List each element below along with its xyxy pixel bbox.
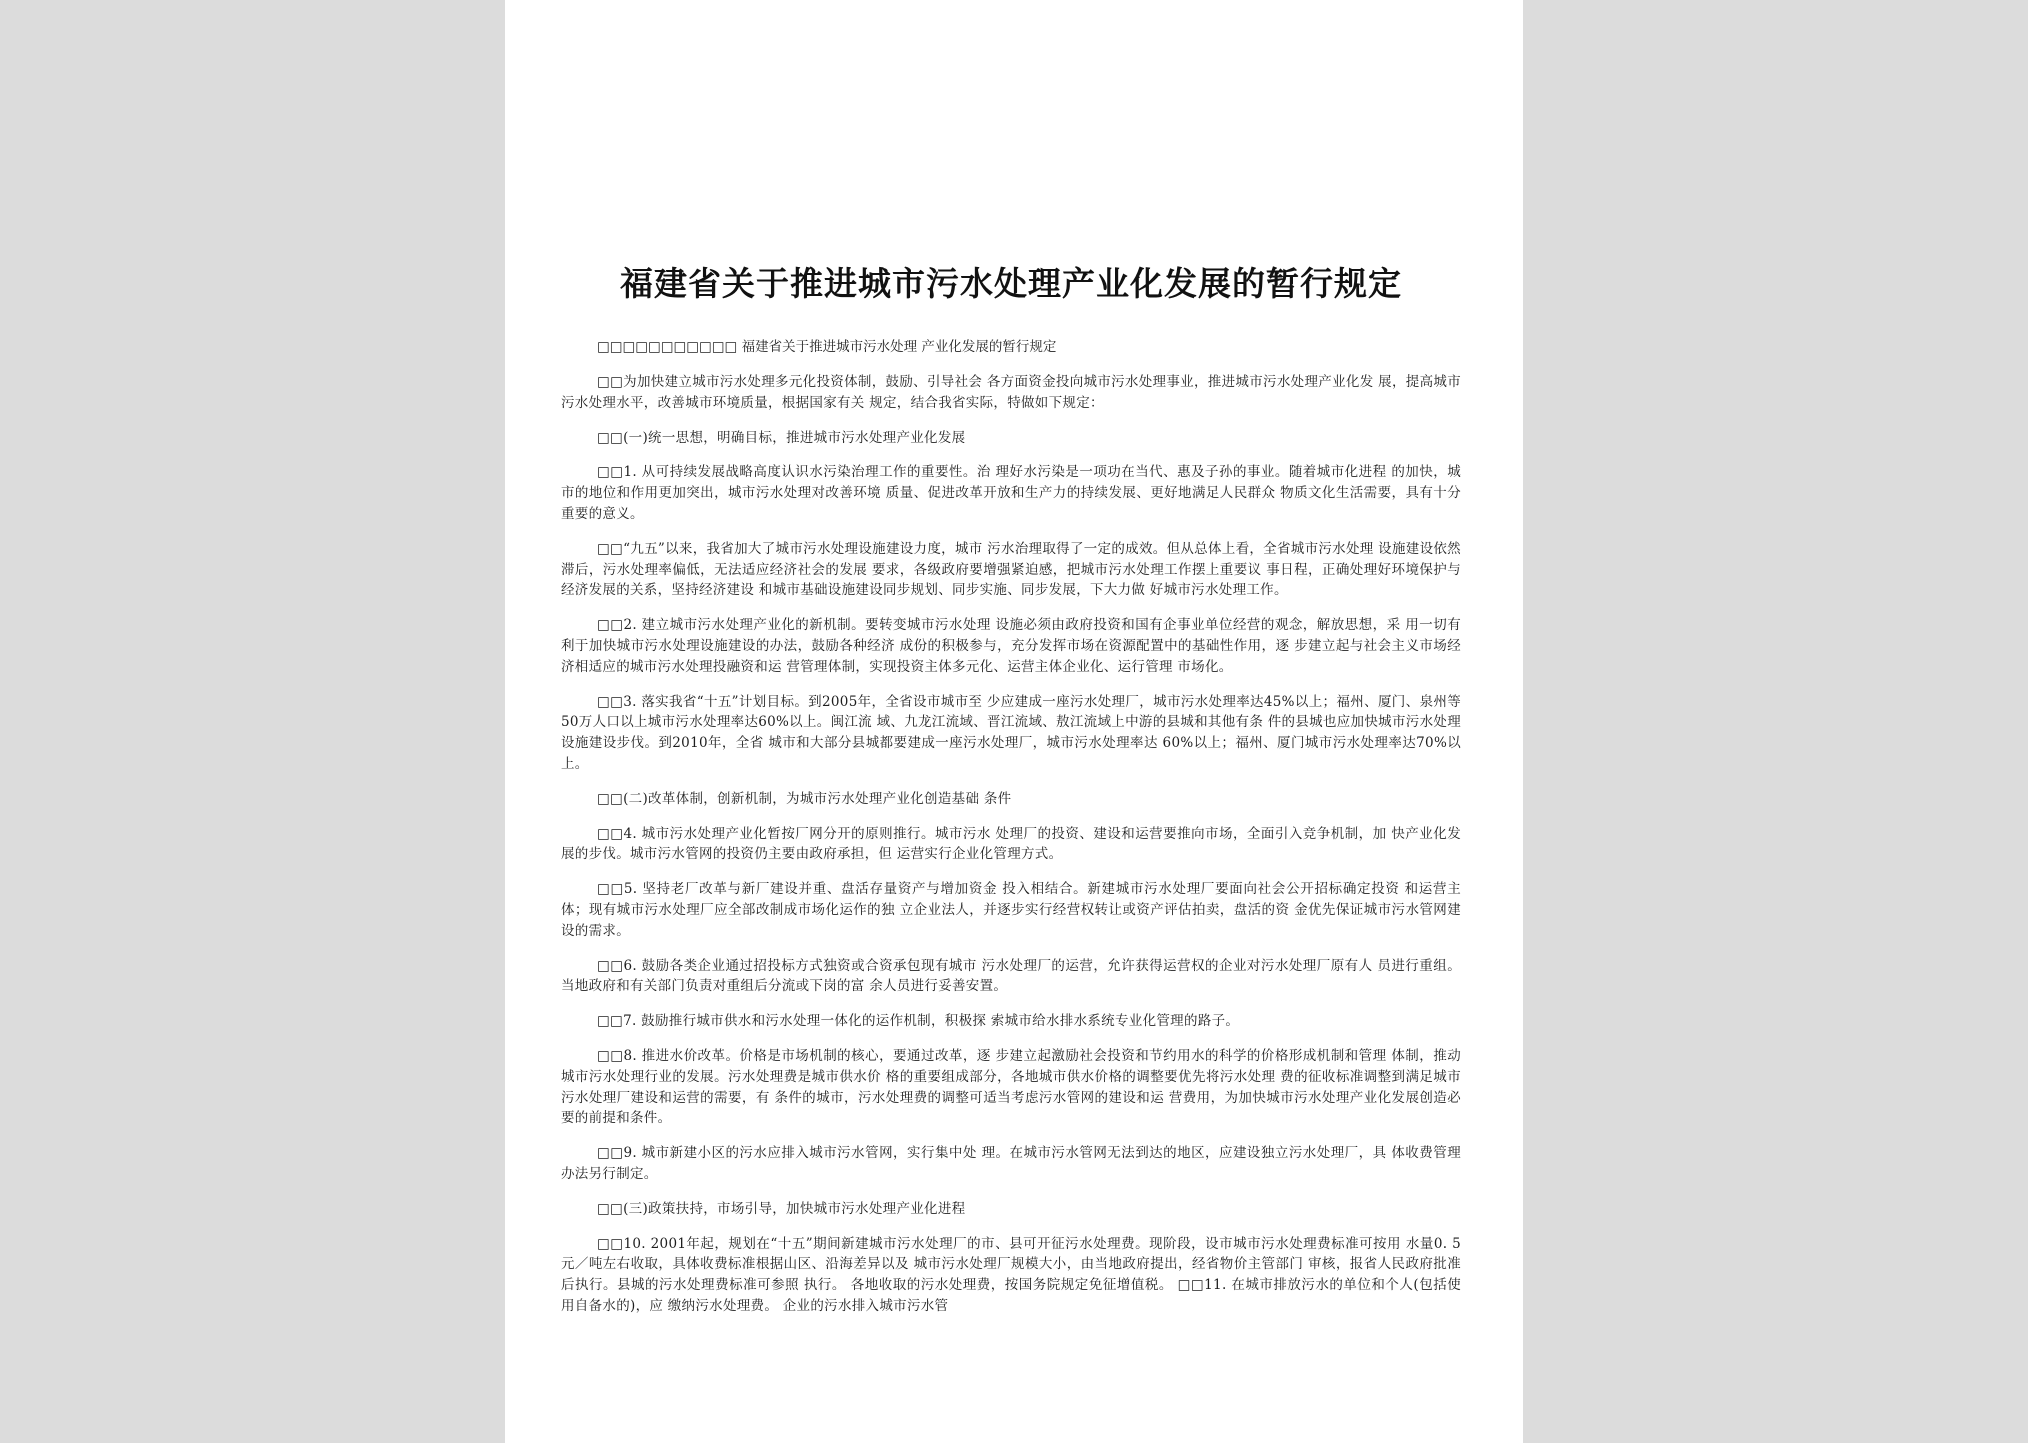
paragraph-item-1: □□1. 从可持续发展战略高度认识水污染治理工作的重要性。治 理好水污染是一项功在当代、惠及子孙的事业。随着城市化进程 的加快，城市的地位和作用更加突出，城市污水处理对改善环境 质量、促进改革开放和生产力的持续发展、更好地满足人民群众 物质文化生活需要，具有十分重要的意义。: [561, 464, 1461, 522]
paragraph-item-6: □□6. 鼓励各类企业通过招投标方式独资或合资承包现有城市 污水处理厂的运营，允许获得运营权的企业对污水处理厂原有人 员进行重组。当地政府和有关部门负责对重组后分流或下岗的富 余人员进行妥善安置。: [561, 957, 1461, 995]
paragraph-item-8: □□8. 推进水价改革。价格是市场机制的核心，要通过改革，逐 步建立起激励社会投资和节约用水的科学的价格形成机制和管理 体制，推动城市污水处理行业的发展。污水处理费是城市供水价 格的重要组成部分，各地城市供水价格的调整要优先将污水处理 费的征收标准调整到满足城市污水处理厂建设和运营的需要，有 条件的城市，污水处理费的调整可适当考虑污水管网的建设和运 营费用，为加快城市污水处理产业化发展创造必要的前提和条件。: [561, 1047, 1461, 1127]
paragraph-item-3: □□3. 落实我省“十五”计划目标。到2005年，全省设市城市至 少应建成一座污水处理厂，城市污水处理率达45%以上；福州、厦门、泉州等50万人口以上城市污水处理率达60%以上。闽江流 域、九龙江流域、晋江流域、敖江流域上中游的县城和其他有条 件的县城也应加快城市污水处理设施建设步伐。到2010年，全省 城市和大部分县城都要建成一座污水处理厂，城市污水处理率达 60%以上；福州、厦门城市污水处理率达70%以上。: [561, 693, 1461, 772]
paragraph-item-10: □□10. 2001年起，规划在“十五”期间新建城市污水处理厂的市、县可开征污水处理费。现阶段，设市城市污水处理费标准可按用 水量0. 5元／吨左右收取，具体收费标准根据山区、沿海差异以及 城市污水处理厂规模大小，由当地政府提出，经省物价主管部门 审核，报省人民政府批准后执行。县城的污水处理费标准可参照 执行。 各地收取的污水处理费，按国务院规定免征增值税。 □□11. 在城市排放污水的单位和个人(包括使用自备水的)，应 缴纳污水处理费。 企业的污水排入城市污水管: [561, 1235, 1461, 1314]
document-page: [505, 0, 1523, 1443]
section-heading-2: □□(二)改革体制，创新机制，为城市污水处理产业化创造基础 条件: [597, 790, 1012, 807]
paragraph-item-2: □□2. 建立城市污水处理产业化的新机制。要转变城市污水处理 设施必须由政府投资和国有企事业单位经营的观念，解放思想，采 用一切有利于加快城市污水处理设施建设的办法，鼓励各种经济 成份的积极参与，充分发挥市场在资源配置中的基础性作用，逐 步建立起与社会主义市场经济相适应的城市污水处理投融资和运 营管理体制，实现投资主体多元化、运营主体企业化、运行管理 市场化。: [561, 617, 1461, 675]
paragraph-item-9: □□9. 城市新建小区的污水应排入城市污水管网，实行集中处 理。在城市污水管网无法到达的地区，应建设独立污水处理厂，具 体收费管理办法另行制定。: [561, 1145, 1461, 1182]
section-heading-3: □□(三)政策扶持，市场引导，加快城市污水处理产业化进程: [597, 1200, 966, 1217]
document-subtitle: □□□□□□□□□□□ 福建省关于推进城市污水处理 产业化发展的暂行规定: [597, 339, 1057, 355]
document-title: 福建省关于推进城市污水处理产业化发展的暂行规定: [620, 264, 1402, 303]
paragraph-intro: □□为加快建立城市污水处理多元化投资体制，鼓励、引导社会 各方面资金投向城市污水处理事业，推进城市污水处理产业化发 展，提高城市污水处理水平，改善城市环境质量，根据国家有关 规定，结合我省实际，特做如下规定：: [561, 374, 1461, 411]
paragraph-item-4: □□4. 城市污水处理产业化暂按厂网分开的原则推行。城市污水 处理厂的投资、建设和运营要推向市场，全面引入竞争机制，加 快产业化发展的步伐。城市污水管网的投资仍主要由政府承担，但 运营实行企业化管理方式。: [561, 825, 1461, 863]
paragraph-item-5: □□5. 坚持老厂改革与新厂建设并重、盘活存量资产与增加资金 投入相结合。新建城市污水处理厂要面向社会公开招标确定投资 和运营主体；现有城市污水处理厂应全部改制成市场化运作的独 立企业法人，并逐步实行经营权转让或资产评估拍卖，盘活的资 金优先保证城市污水管网建设的需求。: [561, 881, 1461, 939]
paragraph-item-1-cont: □□“九五”以来，我省加大了城市污水处理设施建设力度，城市 污水治理取得了一定的成效。但从总体上看，全省城市污水处理 设施建设依然滞后，污水处理率偏低，无法适应经济社会的发展 要求，各级政府要增强紧迫感，把城市污水处理工作摆上重要议 事日程，正确处理好环境保护与经济发展的关系，坚持经济建设 和城市基础设施建设同步规划、同步实施、同步发展，下大力做 好城市污水处理工作。: [561, 540, 1461, 599]
paragraph-item-7: □□7. 鼓励推行城市供水和污水处理一体化的运作机制，积极探 索城市给水排水系统专业化管理的路子。: [597, 1013, 1240, 1030]
section-heading-1: □□(一)统一思想，明确目标，推进城市污水处理产业化发展: [597, 429, 966, 446]
